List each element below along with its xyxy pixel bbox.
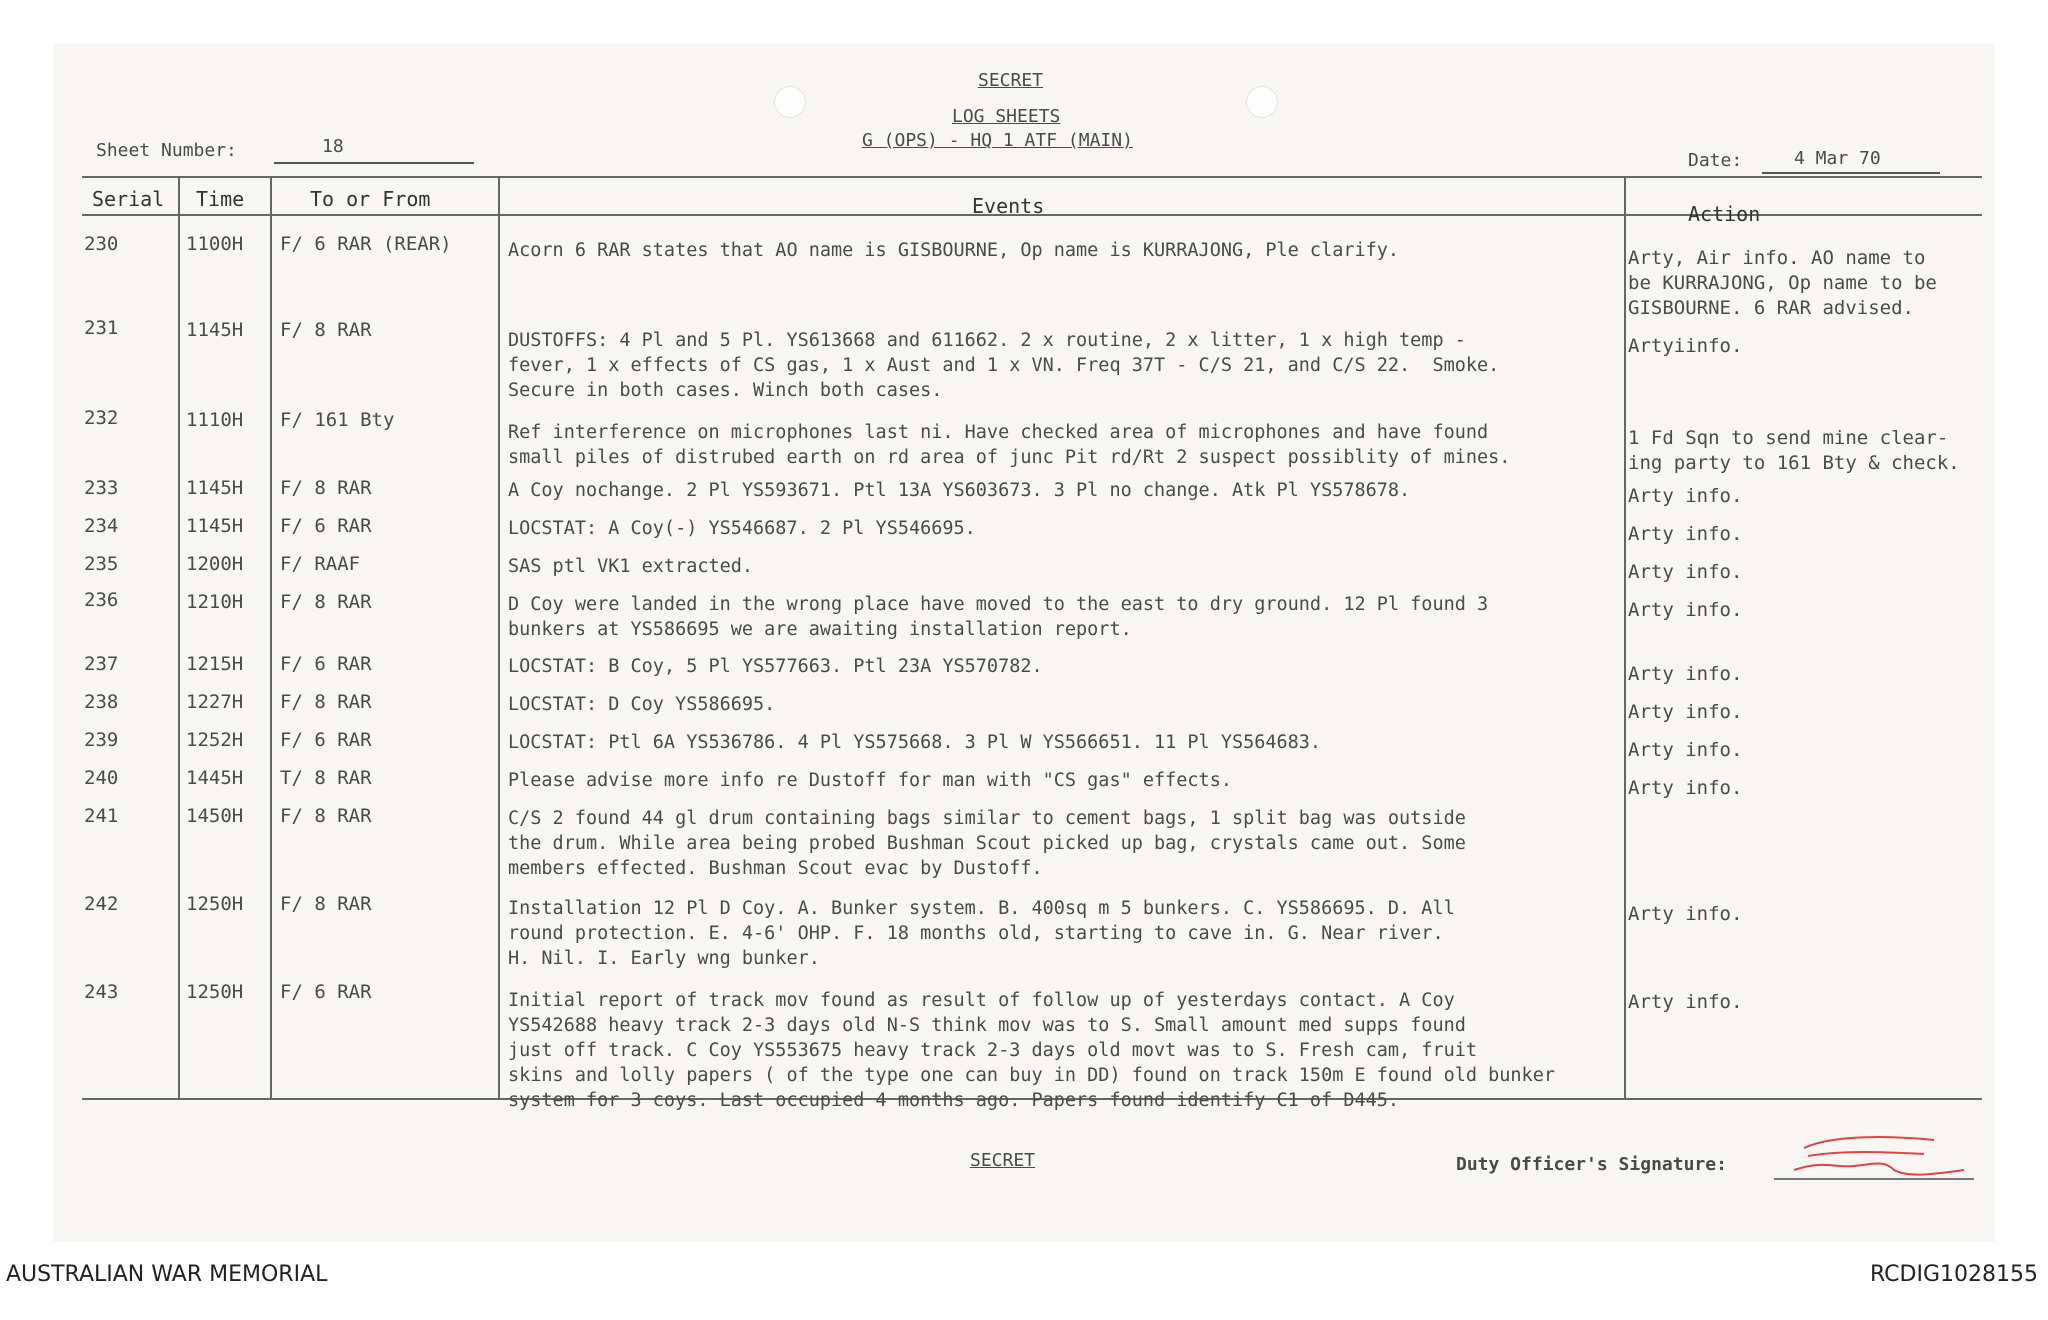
col-divider-1 <box>178 176 180 1100</box>
row-time: 1215H <box>186 653 244 675</box>
row-serial: 243 <box>84 981 119 1003</box>
punch-hole-left <box>774 86 806 118</box>
row-event: DUSTOFFS: 4 Pl and 5 Pl. YS613668 and 611662. 2 x routine, 2 x litter, 1 x high temp - fever, 1 x effects of CS gas, 1 x Aust and 1 x VN. Freq 37T - C/S 21, and C/S 22. Smoke. Secure in both cases. Winch both cases. <box>508 330 1500 401</box>
row-to-from: F/ 6 RAR <box>280 981 372 1003</box>
row-to-from: F/ 8 RAR <box>280 591 372 613</box>
row-time: 1250H <box>186 981 244 1003</box>
row-time: 1145H <box>186 319 244 341</box>
col-divider-3 <box>498 176 500 1100</box>
archive-reference: RCDIG1028155 <box>1869 1262 2038 1287</box>
row-event: SAS ptl VK1 extracted. <box>508 556 754 577</box>
date-value: 4 Mar 70 <box>1794 148 1881 169</box>
row-action: Artyiinfo. <box>1628 335 1743 357</box>
row-serial: 240 <box>84 767 119 789</box>
row-to-from: F/ 8 RAR <box>280 477 372 499</box>
row-time: 1210H <box>186 591 244 613</box>
row-serial: 235 <box>84 553 119 575</box>
row-event: A Coy nochange. 2 Pl YS593671. Ptl 13A YS603673. 3 Pl no change. Atk Pl YS578678. <box>508 480 1411 501</box>
row-action: Arty, Air info. AO name to be KURRAJONG, Op name to be GISBOURNE. 6 RAR advised. <box>1628 247 1937 319</box>
row-to-from: F/ 6 RAR <box>280 515 372 537</box>
row-to-from: F/ RAAF <box>280 553 361 575</box>
row-time: 1200H <box>186 553 244 575</box>
duty-officer-signature <box>1774 1130 1974 1190</box>
row-action: Arty info. <box>1628 523 1743 545</box>
row-action: Arty info. <box>1628 777 1743 799</box>
row-to-from: F/ 8 RAR <box>280 893 372 915</box>
row-to-from: F/ 6 RAR <box>280 729 372 751</box>
row-action: Arty info. <box>1628 485 1743 507</box>
col-header-serial: Serial <box>92 187 165 211</box>
row-serial: 230 <box>84 233 119 255</box>
row-action: Arty info. <box>1628 561 1743 583</box>
row-action: 1 Fd Sqn to send mine clear- ing party to 161 Bty & check. <box>1628 427 1960 474</box>
date-label: Date: <box>1688 150 1743 171</box>
row-serial: 233 <box>84 477 119 499</box>
row-event: C/S 2 found 44 gl drum containing bags similar to cement bags, 1 split bag was outside the drum. While area being probed Bushman Scout picked up bag, crystals came out. Some members effected. Bushman Scout evac by Dustoff. <box>508 808 1466 879</box>
row-event: LOCSTAT: Ptl 6A YS536786. 4 Pl YS575668. 3 Pl W YS566651. 11 Pl YS564683. <box>508 732 1322 753</box>
col-header-action: Action <box>1688 202 1761 226</box>
row-event: LOCSTAT: A Coy(-) YS546687. 2 Pl YS546695. <box>508 518 976 539</box>
row-to-from: F/ 8 RAR <box>280 319 372 341</box>
sheet-number-label: Sheet Number: <box>96 140 237 161</box>
row-to-from: F/ 8 RAR <box>280 805 372 827</box>
row-serial: 237 <box>84 653 119 675</box>
row-action: Arty info. <box>1628 903 1743 925</box>
row-action: Arty info. <box>1628 701 1743 723</box>
signature-label: Duty Officer's Signature: <box>1456 1154 1727 1175</box>
row-event: LOCSTAT: B Coy, 5 Pl YS577663. Ptl 23A YS570782. <box>508 656 1043 677</box>
row-to-from: F/ 6 RAR <box>280 653 372 675</box>
archive-footer <box>0 1242 2048 1320</box>
col-header-time: Time <box>196 187 245 211</box>
doc-title-line1: LOG SHEETS <box>952 106 1061 127</box>
row-action: Arty info. <box>1628 599 1743 621</box>
row-event: Ref interference on microphones last ni. Have checked area of microphones and have found small piles of distrubed earth on rd area of junc Pit rd/Rt 2 suspect possiblity of mines. <box>508 422 1511 468</box>
row-event: Installation 12 Pl D Coy. A. Bunker system. B. 400sq m 5 bunkers. C. YS586695. D. All round protection. E. 4-6' OHP. F. 18 months old, starting to cave in. G. Near river. H. Nil. I. Early wng bunker. <box>508 898 1455 969</box>
sheet-number-underline <box>274 162 474 164</box>
row-event: Please advise more info re Dustoff for man with "CS gas" effects. <box>508 770 1232 791</box>
row-time: 1145H <box>186 515 244 537</box>
row-to-from: F/ 8 RAR <box>280 691 372 713</box>
row-action: Arty info. <box>1628 739 1743 761</box>
row-event: D Coy were landed in the wrong place have moved to the east to dry ground. 12 Pl found 3 bunkers at YS586695 we are awaiting installation report. <box>508 594 1489 640</box>
row-time: 1450H <box>186 805 244 827</box>
row-serial: 231 <box>84 317 119 339</box>
sheet-number: 18 <box>322 136 344 157</box>
row-action: Arty info. <box>1628 663 1743 685</box>
row-event: LOCSTAT: D Coy YS586695. <box>508 694 776 715</box>
col-divider-4 <box>1624 176 1626 1100</box>
row-time: 1227H <box>186 691 244 713</box>
row-time: 1100H <box>186 233 244 255</box>
row-serial: 242 <box>84 893 119 915</box>
row-time: 1445H <box>186 767 244 789</box>
row-to-from: T/ 8 RAR <box>280 767 372 789</box>
row-serial: 239 <box>84 729 119 751</box>
row-serial: 241 <box>84 805 119 827</box>
col-header-to-from: To or From <box>310 187 431 211</box>
row-event: Acorn 6 RAR states that AO name is GISBOURNE, Op name is KURRAJONG, Ple clarify. <box>508 240 1400 261</box>
row-time: 1252H <box>186 729 244 751</box>
punch-hole-right <box>1246 86 1278 118</box>
row-to-from: F/ 161 Bty <box>280 409 395 431</box>
row-event: Initial report of track mov found as result of follow up of yesterdays contact. A Coy YS542688 heavy track 2-3 days old N-S think mov was to S. Small amount med supps found just off track. C Coy YS553675 heavy track 2-3 days old movt was to S. Fresh cam, fruit skins and lolly papers ( of the type one can buy in DD) found on track 150m E found old bunker system for 3 coys. Last occupied 4 months ago. Papers found identify C1 of D445. <box>508 990 1555 1111</box>
classification-top: SECRET <box>978 70 1044 91</box>
doc-title-line2: G (OPS) - HQ 1 ATF (MAIN) <box>862 130 1133 151</box>
row-to-from: F/ 6 RAR (REAR) <box>280 233 452 255</box>
row-time: 1110H <box>186 409 244 431</box>
row-serial: 232 <box>84 407 119 429</box>
classification-bottom: SECRET <box>970 1150 1036 1171</box>
row-action: Arty info. <box>1628 991 1743 1013</box>
col-divider-2 <box>270 176 272 1100</box>
row-serial: 238 <box>84 691 119 713</box>
date-underline <box>1762 172 1940 174</box>
row-serial: 234 <box>84 515 119 537</box>
archive-name: AUSTRALIAN WAR MEMORIAL <box>6 1262 328 1287</box>
row-serial: 236 <box>84 589 119 611</box>
log-sheet-page <box>54 44 1994 1242</box>
row-time: 1145H <box>186 477 244 499</box>
row-time: 1250H <box>186 893 244 915</box>
table-top-rule <box>82 176 1982 178</box>
col-header-events: Events <box>972 194 1045 218</box>
